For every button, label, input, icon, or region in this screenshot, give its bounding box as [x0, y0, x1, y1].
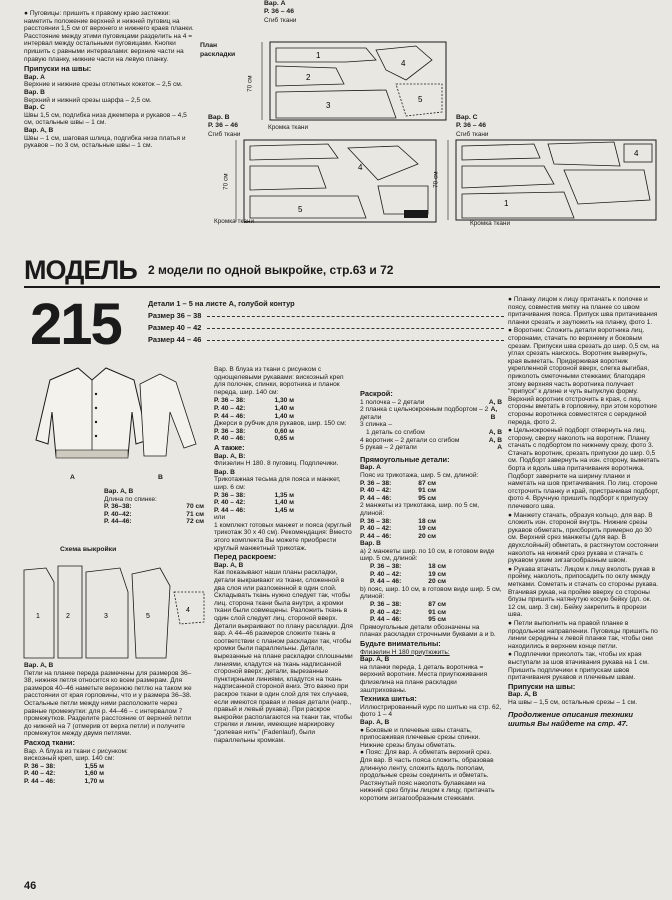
col3-rect-d-size-1: Р. 36 – 38: — [370, 601, 402, 609]
col3-tech-var: Вар. А, В — [360, 718, 390, 726]
col3-cut-row-2 — [360, 406, 502, 421]
col1-fabric-row-1 — [24, 763, 104, 771]
svg-text:1: 1 — [316, 51, 321, 60]
sketch-label-b: В — [158, 474, 163, 481]
model-word: МОДЕЛЬ — [24, 255, 137, 285]
col3-cut-row-5 — [360, 437, 502, 445]
svg-text:4: 4 — [358, 163, 363, 172]
col3-rect-c-value-1: 18 см — [428, 563, 446, 571]
col2-also-text: Флизелин Н 180. 8 пуговиц. Подплечики. — [214, 460, 339, 468]
col2-row2-1 — [214, 428, 294, 436]
col2-kit-text: 1 комплект готовых манжет и пояса (круглый трикотаж 30 x 40 см). Рекомендация: Вместо этого комплекта Вы можете приобрести круглый манжетный трикотаж. — [214, 521, 352, 552]
pattern-scheme — [20, 562, 210, 668]
col2-row3-3-size: Р. 44 – 46: — [214, 506, 246, 514]
col3-rect-c-value-2: 19 см — [428, 570, 446, 578]
model-rule — [24, 286, 660, 288]
col3-cut-item-5: 4 воротник – 2 детали со сгибом — [360, 436, 460, 444]
column-2 — [214, 366, 356, 744]
col3-rect-b-value-3: 20 см — [418, 532, 436, 540]
col3-rect-c-row-1 — [370, 563, 446, 571]
length-value-1: 70 см — [186, 503, 204, 511]
col2-row2-1-size: Р. 36 – 38: — [214, 427, 246, 435]
size-line-3 — [148, 334, 504, 346]
svg-text:5: 5 — [298, 205, 303, 214]
svg-text:1: 1 — [36, 613, 40, 620]
svg-text:2: 2 — [66, 613, 70, 620]
col3-attention-var: Вар. А, В — [360, 656, 390, 664]
col2-row1-1-size: Р. 36 – 38: — [214, 397, 246, 405]
col2-row2-2-value: 0,65 м — [274, 435, 294, 443]
plan-c-fold: Сгиб ткани — [456, 131, 489, 138]
col2-cut-text: Как показывают наши планы раскладки, детали выкраивают из ткани, сложенной в два слоя или разложенной в один слой. Складывать ткань нужно следует так, чтобы лиц. сторона ткани была внутри, а кромки ткани были совмещены. Разложить ткань в один слой следует лиц. стороной вверх. Детали выкраивают по плану раскладки. Для вар. А 44–46 размеров сложите ткань в соответствии с планом раскладки так, чтобы кромки были параллельны. Детали, вырезанные на плане раскладки сплошными линиями, кладутся на ткань надписанной стороной вверх; детали, вырезанные пунктирными линиями, кладутся на ткань надписанной стороной вниз. Это важно при раскрое ткани в один слой для тех случаев, если имеются правая и левая детали (напр., правый и левый рукава). При раскрое выкройки располагаются на ткани так, чтобы стрелки и линии, имеющие маркировку "долевая нить" (Fadenlauf), были параллельны кромкам. — [214, 569, 353, 744]
svg-text:4: 4 — [401, 59, 406, 68]
col1-fabric-desc: вискозный креп, шир. 140 см: — [24, 755, 115, 763]
column-4 — [508, 296, 660, 728]
layout-plan-b — [208, 114, 444, 226]
col2-row2-1-value: 0,60 м — [274, 427, 294, 435]
plan-a-dim: 70 см — [246, 75, 254, 92]
svg-text:3: 3 — [104, 613, 108, 620]
length-size-3: Р. 44–46: — [104, 518, 132, 526]
size-lines — [148, 298, 504, 346]
col3-rect-d-row-2 — [370, 609, 446, 617]
plan-b-sizes: Р. 36 – 46 — [208, 122, 238, 129]
column-3 — [360, 390, 502, 802]
col3-rect-c-row-3 — [370, 578, 446, 586]
col2-row3-3-value: 1,45 м — [274, 506, 294, 514]
col3-tech-title: Техника шитья: — [360, 694, 417, 704]
length-block — [104, 488, 204, 526]
plan-a-fold: Сгиб ткани — [264, 17, 297, 24]
length-value-2: 71 см — [186, 510, 204, 518]
scheme-title: Схема выкройки — [60, 546, 117, 553]
model-subtitle: 2 модели по одной выкройке, стр.63 и 72 — [148, 263, 394, 277]
col2-row3-3 — [214, 507, 294, 515]
col3-rect-a-row-3 — [360, 495, 436, 503]
col3-rect-d-row-1 — [370, 601, 446, 609]
col2-row1-2-value: 1,40 м — [274, 404, 294, 412]
col3-rect-b-value-2: 19 см — [418, 525, 436, 533]
svg-text:4: 4 — [186, 607, 190, 614]
col2-var-b: Вар. В — [214, 468, 235, 476]
col4-p6: ● Петли выполнить на правой планке в продольном направлении. Пуговицы пришить по линии середины к левой планке так, чтобы они находились в верхнем конце петли. — [508, 619, 658, 650]
plan-a-var: Вар. А — [264, 0, 286, 7]
col3-cut-item-2: 2 планка с цельнокроеным подбортом – 2 детали — [360, 406, 489, 421]
col3-rect-d-size-2: Р. 40 – 42: — [370, 608, 402, 616]
col2-row3-1-size: Р. 36 – 38: — [214, 491, 246, 499]
plan-title-line2: раскладки — [200, 51, 236, 58]
col1-fabric-var: Вар. А блуза из ткани с рисунком: — [24, 747, 128, 755]
col2-row1-3-value: 1,40 м — [274, 412, 294, 420]
col1-fabric-row-3 — [24, 778, 104, 786]
col4-p2: ● Воротник: Сложить детали воротника лиц. сторонами, стачать по верхнему и боковым срезам. Припуски шва срезать до шир. 0,5 см, на углах срезать наискось. Воротник вывернуть, края выметать. Придерживая воротник укрепленной стороной вверх, слегка выгибая, приколоть сметочными стежками; благодаря этому верхняя часть воротника получает "припуск" к длине и чуть выпуклую форму. Верхний воротник отстрочить в края, с лиц. стороны вметать в горловину, при этом короткие стороны воротника совместятся с серединой переда, фото 2. — [508, 327, 659, 426]
var-a-text: Верхние и нижние срезы отлетных кокеток – 2,5 см. — [24, 81, 183, 89]
col3-attention-text: Флизелин Н 180 приутюжить: — [360, 648, 450, 656]
plan-b2-edge: Кромка ткани — [214, 218, 255, 225]
col3-cut-item-4: 1 деталь со сгибом — [366, 428, 425, 436]
page-number: 46 — [24, 880, 37, 892]
col3-b-a-text: а) 2 манжеты шир. по 10 см, в готовом виде шир. 5 см, длиной: — [360, 547, 495, 563]
col3-cut-var-1: А, В — [488, 398, 502, 406]
col3-cut-row-3 — [360, 421, 502, 429]
col3-rect-b-row-2 — [360, 525, 436, 533]
col1-fabric-row-2 — [24, 770, 104, 778]
col3-rect-a-size-3: Р. 44 – 46: — [360, 494, 392, 502]
layout-plan-c — [432, 114, 664, 230]
col1-fabric-value-2: 1,60 м — [84, 770, 104, 778]
col4-allow-title: Припуски на швы: — [508, 681, 576, 691]
col3-rect-b-row-3 — [360, 533, 436, 541]
col2-row3-2 — [214, 499, 294, 507]
length-value-3: 72 см — [186, 518, 204, 526]
col1-fabric-size-3: Р. 44 – 46: — [24, 777, 56, 785]
var-ab-label: Вар. А, В — [24, 126, 54, 134]
plan-c-diagram — [444, 114, 664, 230]
col3-tech-side: ● Боковые и плечевые швы стачать, припосаживая плечевые срезы спинки. Нижние срезы блузы обметать. — [360, 726, 481, 749]
layout-plan-a — [246, 0, 452, 130]
col3-cut-item-1: 1 полочка – 2 детали — [360, 398, 425, 406]
length-row-2 — [104, 511, 204, 519]
svg-text:1: 1 — [504, 199, 509, 208]
col4-p3: ● Цельнокроеный подборт отвернуть на лиц. сторону, сверху наколоть на воротник. Планку стачать с подбортом по нижнему срезу, фото 3. Стачать воротник, срезать припуски до шир. 0,5 см. Подборт завернуть на изн. сторону, выметать борта и вдоль шва притачивания воротника. Подборт заверните на ширину планки и наметать на шов притачивания. По лиц. стороне отстрочить планку и край, пристрачивая подборт, фото 4. Вручную пришить подборт к припуску плечевого шва. — [508, 427, 660, 511]
col3-rect-d-value-3: 95 см — [428, 616, 446, 624]
plan-c-dim: 70 см — [432, 171, 440, 188]
col2-row2-2 — [214, 435, 294, 443]
col2-also-var: Вар. А, В: — [214, 452, 246, 460]
plan-a-diagram — [256, 0, 452, 130]
length-var: Вар. А, В — [104, 488, 134, 495]
col2-row1-2 — [214, 405, 294, 413]
plan-a-sizes: Р. 36 – 46 — [264, 8, 294, 15]
col2-cut-var: Вар. А, В — [214, 561, 244, 569]
top-left-instructions — [24, 10, 196, 150]
var-c-text: Швы 1,5 см, подгибка низа джемпера и рукавов – 4,5 см, остальные швы – 1 см. — [24, 111, 187, 127]
col4-p7: ● Подплечики приколоть так, чтобы их края выступали за шов втачивания рукава на 1 см. Пришить подплечики к припускам швов притачивания рукавов и плечевым швам. — [508, 651, 649, 682]
details-line — [148, 298, 504, 310]
col3-rect-d-size-3: Р. 44 – 46: — [370, 616, 402, 624]
col4-p5: ● Рукава втачать: Лицом к лицу вколоть рукав в пройму, наколоть, припосадить по оклу между метками. Сометать и стачать со стороны рукава. Втачивая рукав, на пройме вверху со стороны блузы пришить натянутую косую бейку (дл. ок. 12 см, шир. 3 см). Бейку закрепить в прорези шва. — [508, 565, 659, 619]
column-1 — [24, 662, 200, 786]
svg-text:3: 3 — [326, 101, 331, 110]
col3-rect-a-size-1: Р. 36 – 38: — [360, 479, 392, 487]
size-line-1-text: Размер 36 – 38 — [148, 311, 202, 320]
col3-cutting-title: Раскрой: — [360, 389, 393, 398]
col3-rect-d-value-2: 91 см — [428, 608, 446, 616]
col2-row1-2-size: Р. 40 – 42: — [214, 404, 246, 412]
col3-rect-c-value-3: 20 см — [428, 578, 446, 586]
plan-c-sizes: Р. 36 – 46 — [456, 122, 486, 129]
col3-cut-var-5: А, В — [488, 436, 502, 444]
col1-text: Петли на планке переда размечены для размеров 36–38, нижняя петля относится ко всем размерам. Для размеров 40–46 наметьте верхнюю петлю на таком же расстоянии от края горловины, что и у размера 36–38. Остальные петли между ними расположите через равные промежутки: для р. 44–46 – с интервалом 7 промежутков. Разделите расстояние от верхней петли до нижней на 7 (отмерив от верха петли) и получите промежуток между двумя петлями. — [24, 669, 192, 738]
col4-p1: ● Планку лицом к лицу притачать к полочке и поясу, совместив метку на планке со швом притачивания пояса. Припуск шва притачивания планки срезать и заутюжить на планку, фото 1. — [508, 296, 658, 326]
col1-fabric-size-1: Р. 36 – 38: — [24, 762, 56, 770]
col3-rect-title: Прямоугольные детали: — [360, 454, 450, 464]
col4-continue: Продолжение описания техники шитья Вы найдете на стр. 47. — [508, 710, 634, 729]
col3-rect-var-b: Вар. В — [360, 540, 381, 548]
var-a-label: Вар. А — [24, 73, 45, 81]
svg-text:4: 4 — [634, 149, 639, 158]
col3-attention-rows: на планки переда, 1 деталь воротника = верхний воротник. Места приутюживания флизелина на плане раскладки заштрихованы. — [360, 663, 488, 694]
plan-b-diagram — [208, 114, 444, 226]
col3-rect-c-size-2: Р. 40 – 42: — [370, 570, 402, 578]
plan-c2-edge: Кромка ткани — [470, 220, 511, 227]
col3-cut-var-2: А, В — [490, 406, 498, 421]
col3-rect-a-value-3: 95 см — [418, 494, 436, 502]
col2-row1-3-size: Р. 44 – 46: — [214, 412, 246, 420]
var-ab-text: Швы – 1 см, шаговая шлица, подгибка низа платья и рукавов – по 3 см, остальные швы – 1 см. — [24, 134, 186, 150]
col3-rect-b-size-1: Р. 36 – 38: — [360, 517, 392, 525]
col2-row1-1 — [214, 397, 294, 405]
plan-b-edge: Кромка ткани — [268, 124, 309, 131]
details-line-text: Детали 1 – 5 на листе А, голубой контур — [148, 299, 295, 308]
size-line-2 — [148, 322, 504, 334]
col1-fabric-value-3: 1,70 м — [84, 777, 104, 785]
col3-rect-note: Прямоугольные детали обозначены на планах раскладки строчными буквами а и b. — [360, 623, 496, 639]
pattern-scheme-drawing — [20, 562, 210, 668]
jacket-drawing — [20, 360, 210, 480]
col3-rect-d-value-1: 87 см — [428, 601, 446, 609]
size-line-3-text: Размер 44 – 46 — [148, 335, 202, 344]
svg-text:5: 5 — [418, 95, 423, 104]
col3-rect-a-row-2 — [360, 487, 436, 495]
var-b-label: Вар. В — [24, 88, 45, 96]
col3-rect-a-value-2: 91 см — [418, 487, 436, 495]
sketch-label-a: А — [70, 474, 75, 481]
col3-rect-a-size-2: Р. 40 – 42: — [360, 487, 392, 495]
col3-rect-c-row-2 — [370, 571, 446, 579]
col3-rect-c-size-3: Р. 44 – 46: — [370, 578, 402, 586]
col4-allow-text: На швы – 1,5 см, остальные срезы – 1 см. — [508, 698, 638, 706]
col3-rect-a-value-1: 87 см — [418, 479, 436, 487]
col2-row3-1-value: 1,35 м — [274, 491, 294, 499]
col2-intro: Вар. В блуза из ткани с рисунком с однощелевыми рукавами: вискозный креп для полочек, спинки, воротника и планок переда, шир. 140 см: — [214, 366, 344, 396]
col3-rect-c-size-1: Р. 36 – 38: — [370, 563, 402, 571]
col2-var-b-text: Трикотажная тесьма для пояса и манжет, шир. 6 см: — [214, 476, 341, 491]
model-header — [24, 256, 660, 284]
col3-cut-var-6: А — [497, 444, 502, 452]
col3-attention-title: Будьте внимательны: — [360, 639, 441, 648]
col3-rect-a-text: Пояс из трикотажа, шир. 5 см, длиной: — [360, 471, 479, 479]
allowances-title: Припуски на швы: — [24, 64, 92, 74]
var-c-label: Вар. С — [24, 104, 45, 112]
col3-cut-row-6 — [360, 444, 502, 452]
col3-rect-b-row-1 — [360, 518, 436, 526]
col3-rect-b-size-2: Р. 40 – 42: — [360, 525, 392, 533]
col1-fabric-size-2: Р. 40 – 42: — [24, 770, 56, 778]
jacket-sketch — [20, 360, 210, 480]
col4-allow-var: Вар. А, В — [508, 691, 538, 699]
model-number: 215 — [30, 292, 121, 357]
col2-row3-2-value: 1,40 м — [274, 499, 294, 507]
col3-tech-belt: ● Пояс: Для вар. А обметать верхний срез. Для вар. В часть пояса сложить, образовав длинную ленту, сложить вдоль пополам, продольные срезы соединить и обметать. Растянутый пояс наколоть булавками на нижний срез блузы лицом к лицу, притачать коротким зигзагообразным стежками. — [360, 749, 495, 802]
plan-b2-dim: 70 см — [222, 173, 230, 190]
col3-tech-intro: Иллюстрированный курс по шитью на стр. 62, фото 1 – 4 — [360, 703, 502, 719]
col2-row2-2-size: Р. 40 – 46: — [214, 435, 246, 443]
col3-cut-item-3: 3 спинка – — [360, 421, 392, 429]
col3-b-b-text: b) пояс, шир. 10 см, в готовом виде шир. 5 см, длиной: — [360, 585, 502, 601]
col3-rect-a-row-1 — [360, 480, 436, 488]
col3-cut-item-6: 5 рукав – 2 детали — [360, 444, 417, 452]
col2-row1-1-value: 1,30 м — [274, 397, 294, 405]
plan-c-var: Вар. С — [456, 114, 478, 121]
col3-cut-row-4 — [360, 429, 502, 437]
col2-cut-title: Перед раскроем: — [214, 552, 277, 562]
length-title: Длина по спинке: — [104, 495, 157, 503]
length-row-1 — [104, 503, 204, 511]
col4-p4: ● Манжету стачать, образуя кольцо, для вар. В сложить изн. стороной внутрь. Нижние срезы рукавов обметать, присборить примерно до 30 см. Верхний срез манжеты (для вар. В двухслойный) обметать, в растянутом состоянии наколоть на нижний срез рукава и стачать с рукавом узким зигзагообразным швом. — [508, 511, 659, 565]
col2-also-title: А также: — [214, 442, 245, 452]
col3-rect-b-value-1: 18 см — [418, 517, 436, 525]
col3-rect-d-row-3 — [370, 616, 446, 624]
svg-text:2: 2 — [306, 73, 311, 82]
size-line-1 — [148, 310, 504, 322]
length-row-3 — [104, 518, 204, 526]
col3-rect-var-a: Вар. А — [360, 464, 381, 472]
col3-cut-var-4: А, В — [488, 428, 502, 436]
col2-jersey: Джерси в рубчик для рукавов, шир. 150 см: — [214, 420, 347, 428]
var-b-text: Верхний и нижний срезы шарфа – 2,5 см. — [24, 96, 152, 104]
plan-b-fold: Сгиб ткани — [208, 131, 241, 138]
plan-b-var: Вар. В — [208, 114, 230, 121]
col2-row3-1 — [214, 492, 294, 500]
col1-fabric-title: Расход ткани: — [24, 737, 75, 747]
buttons-paragraph: ● Пуговицы: пришить к правому краю застежки: наметить положение верхней и нижней пуговиц на расстоянии 1,5 см от верхнего и нижнего краев планки. Расстояние между этими пуговицами разделить на 4 = интервал между остальными пуговицами. Кнопки пришить с равными интервалами: верхние части на правую планку, нижние части на левую планку. — [24, 10, 194, 63]
length-size-2: Р. 40–42: — [104, 510, 132, 518]
col3-rect-b-size-3: Р. 44 – 46: — [360, 532, 392, 540]
length-size-1: Р. 36–38: — [104, 503, 132, 511]
col3-cuffs-text: 2 манжеты из трикотажа, шир. по 5 см, длиной: — [360, 502, 480, 517]
col2-row3-2-size: Р. 40 – 42: — [214, 499, 246, 507]
col2-or: или — [214, 514, 226, 522]
col1-var: Вар. А, В — [24, 662, 54, 669]
col1-fabric-value-1: 1,55 м — [84, 762, 104, 770]
svg-text:5: 5 — [146, 613, 150, 620]
plan-title-line1: План — [200, 42, 218, 49]
size-line-2-text: Размер 40 – 42 — [148, 323, 202, 332]
